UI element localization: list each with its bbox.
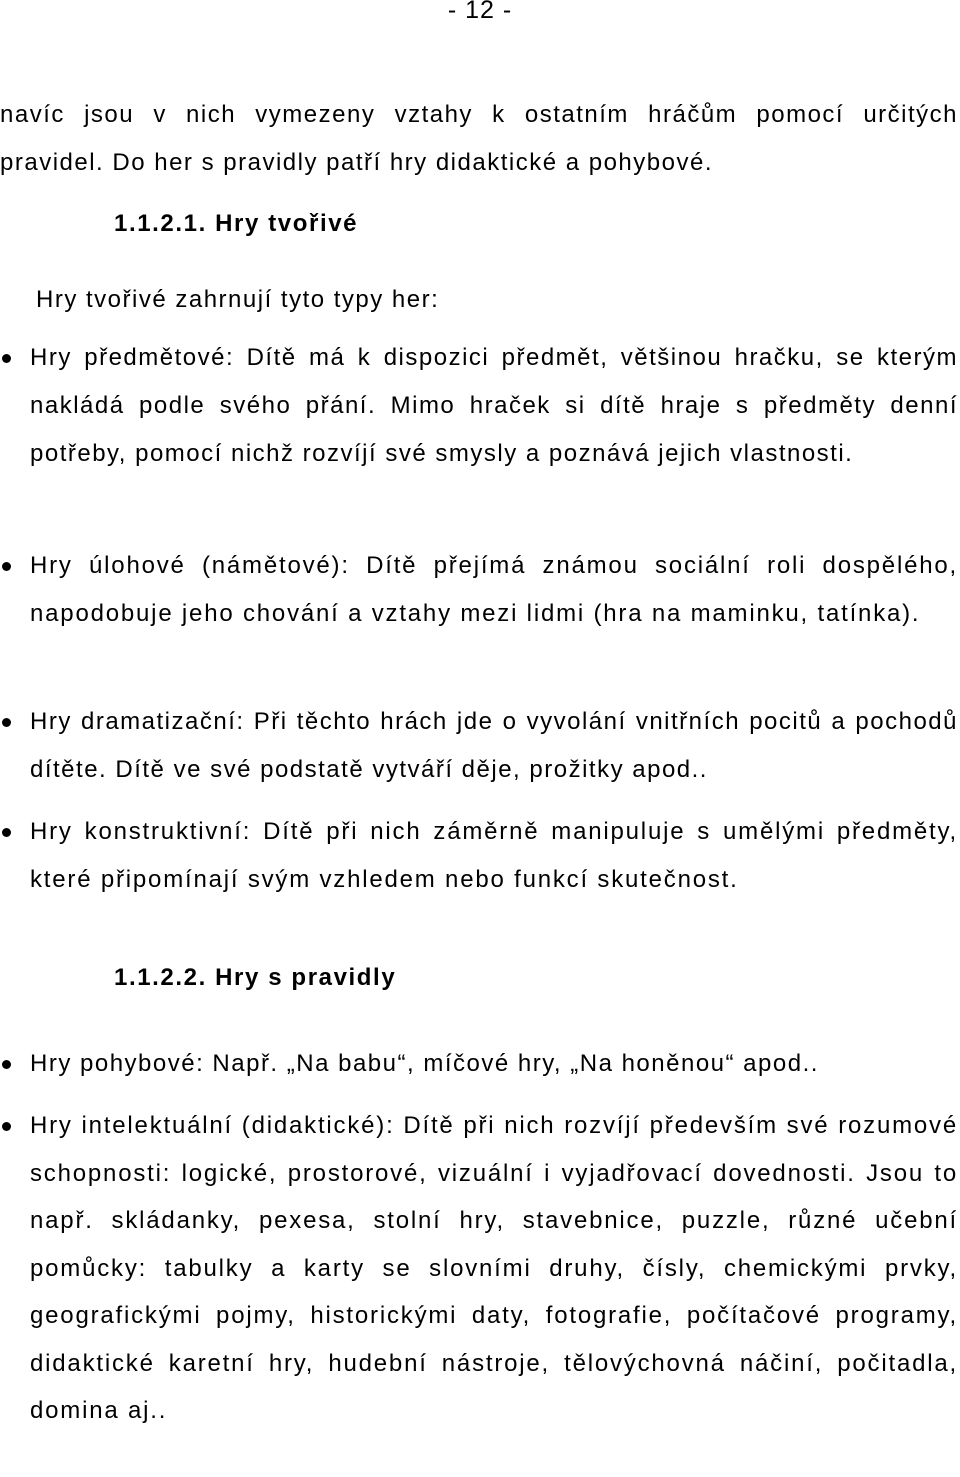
bullet-icon — [2, 718, 11, 727]
bullet-icon — [2, 354, 11, 363]
bullet-icon — [2, 562, 11, 571]
bullet-text: Hry předmětové: Dítě má k dispozici předmět, většinou hračku, se kterým nakládá podle svého přání. Mimo hraček si dítě hraje s předměty denní potřeby, pomocí nichž rozvíjí své smysly a poznává jejich vlastnosti. — [30, 344, 958, 467]
intro-paragraph: navíc jsou v nich vymezeny vztahy k ostatním hráčům pomocí určitých pravidel. Do her s pravidly patří hry didaktické a pohybové. — [0, 101, 958, 176]
creative-games-lead: Hry tvořivé zahrnují tyto typy her: — [36, 286, 440, 313]
bullet-icon — [2, 828, 11, 837]
bullet-text: Hry konstruktivní: Dítě při nich záměrně manipuluje s umělými předměty, které připomínají svým vzhledem nebo funkcí skutečnost. — [30, 818, 958, 893]
page-number: - 12 - — [447, 0, 513, 24]
bullet-text: Hry dramatizační: Při těchto hrách jde o vyvolání vnitřních pocitů a pochodů dítěte. Dítě ve své podstatě vytváří děje, prožitky apod.. — [30, 708, 958, 783]
section-heading-rule-games: 1.1.2.2. Hry s pravidly — [114, 964, 397, 991]
bullet-icon — [2, 1060, 11, 1069]
bullet-text: Hry úlohové (námětové): Dítě přejímá známou sociální roli dospělého, napodobuje jeho chování a vztahy mezi lidmi (hra na maminku, tatínka). — [30, 552, 958, 627]
section-heading-creative-games: 1.1.2.1. Hry tvořivé — [114, 210, 359, 237]
bullet-text: Hry pohybové: Např. „Na babu“, míčové hry, „Na honěnou“ apod.. — [30, 1050, 819, 1077]
bullet-icon — [2, 1122, 11, 1131]
bullet-text: Hry intelektuální (didaktické): Dítě při nich rozvíjí především své rozumové schopnosti: logické, prostorové, vizuální i vyjadřovací dovednosti. Jsou to např. skládanky, pexesa, stolní hry, stavebnice, puzzle, různé učební pomůcky: tabulky a karty se slovními druhy, čísly, chemickými prvky, geografickými pojmy, historickými daty, fotografie, počítačové programy, didaktické karetní hry, hudební nástroje, tělovýchovná náčiní, počitadla, domina aj.. — [30, 1112, 958, 1424]
